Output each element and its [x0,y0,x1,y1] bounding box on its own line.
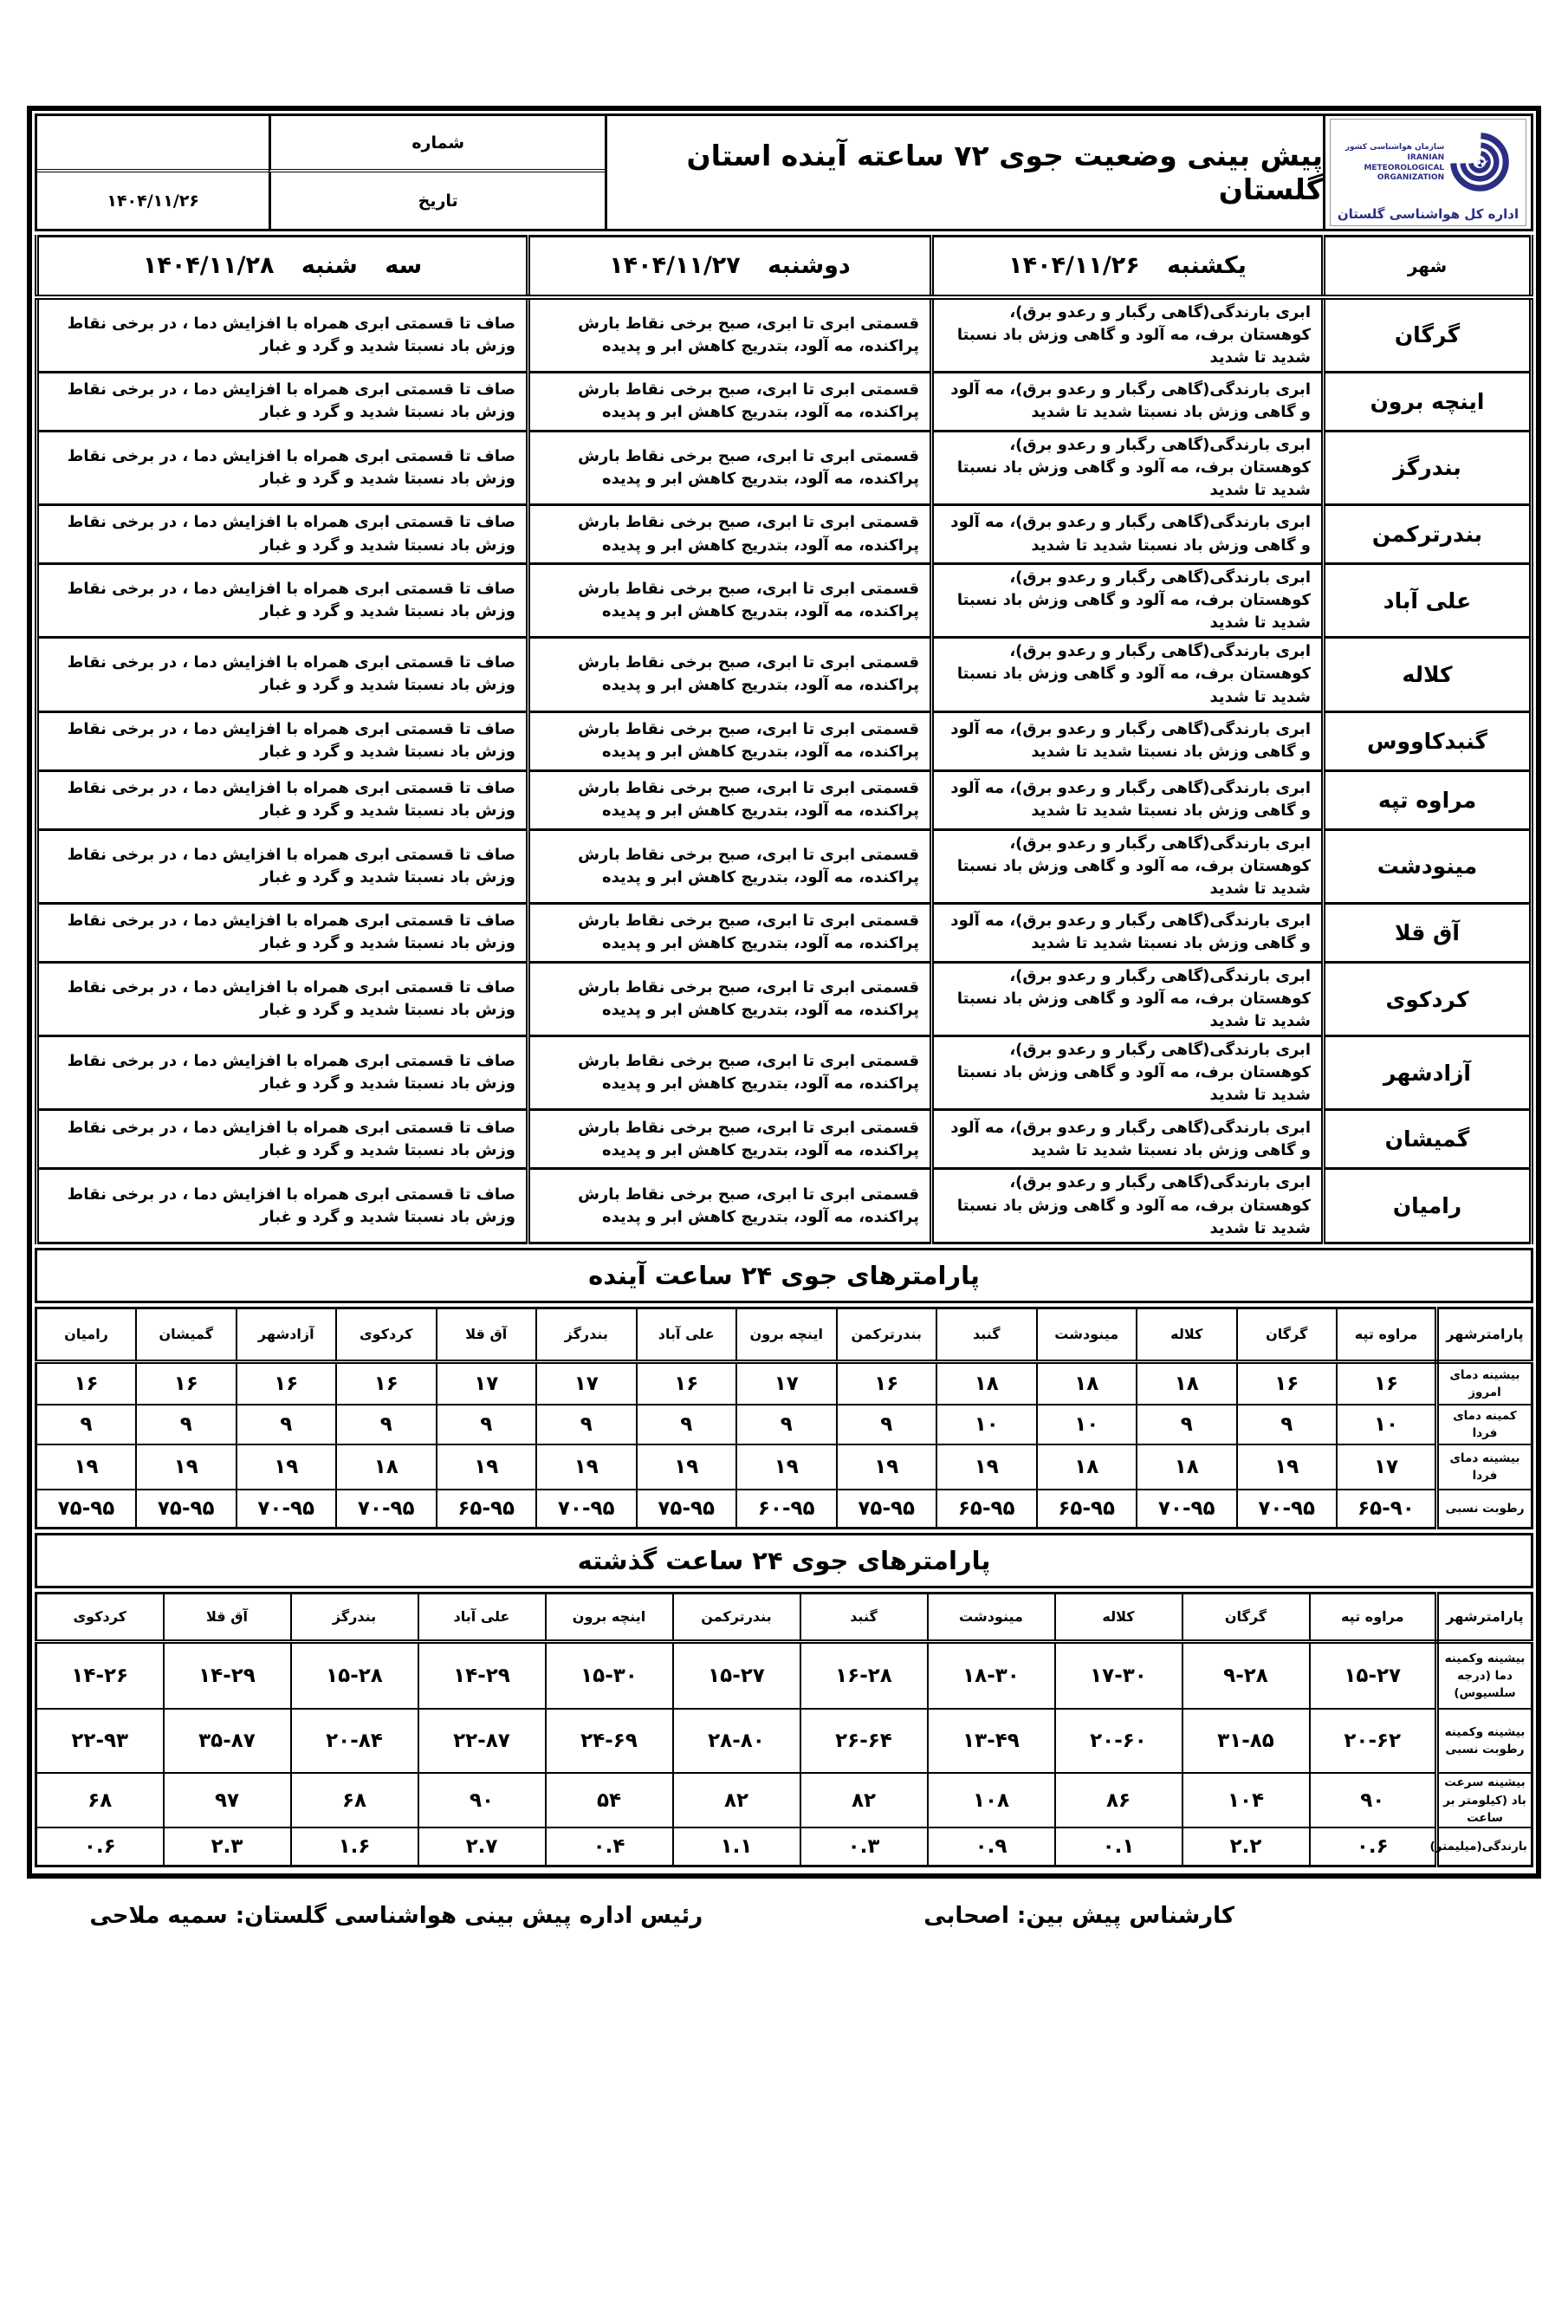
param-row [36,1444,1532,1490]
param-corner-label: پارامترشهر [1437,1308,1532,1361]
param-value-cell: ۹ [336,1405,437,1444]
org-name-en-2: METEOROLOGICAL [1364,163,1445,172]
param-city-header: علی آباد [637,1308,737,1361]
param-value-cell: ۱۶ [637,1361,737,1405]
param-value-cell: ۱۸ [336,1444,437,1490]
sunday-forecast-cell: ابری بارندگی(گاهی رگبار و رعدو برق)، مه آلود و گاهی وزش باد نسبتا شدید تا شدید [932,770,1324,829]
param-value-cell: ۱۸ [1137,1361,1237,1405]
monday-forecast-cell: قسمتی ابری تا ابری، صبح برخی نقاط بارش پراکنده، مه آلود، بتدریج کاهش ابر و پدیده [528,1036,932,1110]
param-value-cell: ۱۶ [837,1361,937,1405]
monday-forecast-cell: قسمتی ابری تا ابری، صبح برخی نقاط بارش پراکنده، مه آلود، بتدریج کاهش ابر و پدیده [528,638,932,711]
forecast-row [37,1169,1532,1243]
param-value-cell: ۱۴-۲۹ [164,1641,291,1709]
param-value-cell: ۱۹ [36,1444,137,1490]
param-city-header: کردکوی [36,1593,164,1641]
param-value-cell: ۱۵-۲۸ [291,1641,418,1709]
param-city-header: بندرترکمن [673,1593,800,1641]
param-value-cell: ۹ [136,1405,236,1444]
param-value-cell: ۹۰ [1310,1773,1437,1827]
param-row-label: بیشینه سرعت باد (کیلومتر بر ساعت [1437,1773,1532,1827]
city-name: بندرترکمن [1324,505,1532,564]
city-name: گرگان [1324,297,1532,373]
org-logo-text [1345,143,1444,184]
param-value-cell: ۲۰-۶۲ [1310,1709,1437,1773]
param-value-cell: ۹۰ [418,1773,546,1827]
sunday-forecast-cell: ابری بارندگی(گاهی رگبار و رعدو برق)، کوهستان برف، مه آلود و گاهی وزش باد نسبتا شدید تا شدید [932,829,1324,903]
param-value-cell: ۱۷ [1337,1444,1437,1490]
forecast-row [37,962,1532,1035]
param-city-header: بندرترکمن [837,1308,937,1361]
param-value-cell: ۱۷ [536,1361,637,1405]
param-value-cell: ۶۵-۹۵ [936,1490,1037,1528]
param-row [36,1641,1532,1709]
param-value-cell: ۱۸-۳۰ [928,1641,1055,1709]
param-row-label: بیشینه دمای فردا [1437,1444,1532,1490]
param-value-cell: ۰.۶ [36,1827,164,1866]
forecast-row [37,829,1532,903]
monday-forecast-cell: قسمتی ابری تا ابری، صبح برخی نقاط بارش پراکنده، مه آلود، بتدریج کاهش ابر و پدیده [528,962,932,1035]
param-value-cell: ۲۲-۹۳ [36,1709,164,1773]
forecast-table [35,235,1533,1244]
city-name: بندرگز [1324,431,1532,504]
city-name: علی آباد [1324,564,1532,638]
org-logo-top [1332,121,1524,205]
param-city-header: اینچه برون [736,1308,837,1361]
param-row [36,1827,1532,1866]
param-city-header: بندرگز [291,1593,418,1641]
param-value-cell: ۵۴ [546,1773,673,1827]
param-row-label: بارندگی(میلیمتر) [1437,1827,1532,1866]
param-value-cell: ۱۹ [236,1444,337,1490]
param-value-cell: ۶۸ [291,1773,418,1827]
param-value-cell: ۱۷-۳۰ [1055,1641,1182,1709]
forecast-row [37,505,1532,564]
param-city-header: آزادشهر [236,1308,337,1361]
param-value-cell: ۹ [1137,1405,1237,1444]
sunday-forecast-cell: ابری بارندگی(گاهی رگبار و رعدو برق)، مه آلود و گاهی وزش باد نسبتا شدید تا شدید [932,711,1324,770]
param-value-cell: ۹ [536,1405,637,1444]
param-value-cell: ۹ [1237,1405,1338,1444]
sunday-forecast-cell: ابری بارندگی(گاهی رگبار و رعدو برق)، کوهستان برف، مه آلود و گاهی وزش باد نسبتا شدید تا شدید [932,297,1324,373]
param-value-cell: ۳۱-۸۵ [1182,1709,1310,1773]
param-value-cell: ۷۵-۹۵ [637,1490,737,1528]
param-value-cell: ۰.۴ [546,1827,673,1866]
param-value-cell: ۹ [236,1405,337,1444]
param-value-cell: ۱۰۴ [1182,1773,1310,1827]
param-corner-label: پارامترشهر [1437,1593,1532,1641]
param-value-cell: ۸۶ [1055,1773,1182,1827]
tuesday-forecast-cell: صاف تا قسمتی ابری همراه با افزایش دما ، در برخی نقاط وزش باد نسبتا شدید و گرد و غبار [37,1110,528,1169]
tuesday-forecast-cell: صاف تا قسمتی ابری همراه با افزایش دما ، در برخی نقاط وزش باد نسبتا شدید و گرد و غبار [37,711,528,770]
monday-forecast-cell: قسمتی ابری تا ابری، صبح برخی نقاط بارش پراکنده، مه آلود، بتدریج کاهش ابر و پدیده [528,711,932,770]
param-row-label: کمینه دمای فردا [1437,1405,1532,1444]
param-value-cell: ۹۷ [164,1773,291,1827]
city-name: کردکوی [1324,962,1532,1035]
forecaster-signature: کارشناس پیش بین: اصحابی [923,1902,1234,1929]
monday-forecast-cell: قسمتی ابری تا ابری، صبح برخی نقاط بارش پراکنده، مه آلود، بتدریج کاهش ابر و پدیده [528,564,932,638]
tuesday-forecast-cell: صاف تا قسمتی ابری همراه با افزایش دما ، در برخی نقاط وزش باد نسبتا شدید و گرد و غبار [37,431,528,504]
future-params-table [35,1307,1533,1529]
param-value-cell: ۹ [437,1405,537,1444]
param-value-cell: ۱۸ [1037,1361,1137,1405]
param-row-label: بیشینه وکمینه دما (درجه سلسیوس) [1437,1641,1532,1709]
monday-forecast-cell: قسمتی ابری تا ابری، صبح برخی نقاط بارش پراکنده، مه آلود، بتدریج کاهش ابر و پدیده [528,505,932,564]
param-value-cell: ۶۸ [36,1773,164,1827]
param-value-cell: ۷۰-۹۵ [236,1490,337,1528]
param-value-cell: ۷۵-۹۵ [837,1490,937,1528]
org-logo-frame [1330,119,1526,226]
param-value-cell: ۱۵-۲۷ [673,1641,800,1709]
param-value-cell: ۰.۳ [800,1827,928,1866]
param-value-cell: ۱۴-۲۹ [418,1641,546,1709]
param-value-cell: ۷۰-۹۵ [1137,1490,1237,1528]
param-value-cell: ۱۸ [1037,1444,1137,1490]
param-value-cell: ۱۹ [1237,1444,1338,1490]
param-value-cell: ۱۶ [36,1361,137,1405]
param-value-cell: ۲۶-۶۴ [800,1709,928,1773]
tuesday-forecast-cell: صاف تا قسمتی ابری همراه با افزایش دما ، در برخی نقاط وزش باد نسبتا شدید و گرد و غبار [37,505,528,564]
param-value-cell: ۱.۶ [291,1827,418,1866]
forecast-body [37,297,1532,1243]
param-city-header: اینچه برون [546,1593,673,1641]
param-value-cell: ۸۲ [673,1773,800,1827]
param-value-cell: ۲۲-۸۷ [418,1709,546,1773]
office-name: اداره کل هواشناسی گلستان [1337,206,1519,222]
sunday-forecast-cell: ابری بارندگی(گاهی رگبار و رعدو برق)، مه آلود و گاهی وزش باد نسبتا شدید تا شدید [932,372,1324,431]
city-name: گمیشان [1324,1110,1532,1169]
param-value-cell: ۱۶ [236,1361,337,1405]
param-value-cell: ۲۸-۸۰ [673,1709,800,1773]
param-city-header: گنبد [936,1308,1037,1361]
param-city-header: آق قلا [437,1308,537,1361]
param-value-cell: ۲.۳ [164,1827,291,1866]
param-city-header: گنبد [800,1593,928,1641]
param-value-cell: ۱۹ [736,1444,837,1490]
param-value-cell: ۹ [637,1405,737,1444]
param-value-cell: ۱۰۸ [928,1773,1055,1827]
city-name: مینودشت [1324,829,1532,903]
param-value-cell: ۱۸ [1137,1444,1237,1490]
param-value-cell: ۱.۱ [673,1827,800,1866]
org-logo [1323,116,1531,229]
monday-forecast-cell: قسمتی ابری تا ابری، صبح برخی نقاط بارش پراکنده، مه آلود، بتدریج کاهش ابر و پدیده [528,829,932,903]
document-title: پیش بینی وضعیت جوی ۷۲ ساعته آینده استان گلستان [605,116,1323,229]
sunday-forecast-cell: ابری بارندگی(گاهی رگبار و رعدو برق)، مه آلود و گاهی وزش باد نسبتا شدید تا شدید [932,1110,1324,1169]
document-header [35,114,1533,231]
tuesday-forecast-cell: صاف تا قسمتی ابری همراه با افزایش دما ، در برخی نقاط وزش باد نسبتا شدید و گرد و غبار [37,770,528,829]
param-value-cell: ۲۴-۶۹ [546,1709,673,1773]
param-value-cell: ۹ [36,1405,137,1444]
param-value-cell: ۲.۲ [1182,1827,1310,1866]
param-value-cell: ۲۰-۶۰ [1055,1709,1182,1773]
param-value-cell: ۱۶ [136,1361,236,1405]
param-value-cell: ۰.۶ [1310,1827,1437,1866]
param-city-header: کردکوی [336,1308,437,1361]
param-value-cell: ۱۰ [936,1405,1037,1444]
city-name: آزادشهر [1324,1036,1532,1110]
city-name: آق قلا [1324,903,1532,962]
number-value [37,116,269,172]
param-value-cell: ۹ [837,1405,937,1444]
forecast-row [37,1036,1532,1110]
param-row-label: بیشینه دمای امروز [1437,1361,1532,1405]
param-row [36,1405,1532,1444]
param-value-cell: ۰.۱ [1055,1827,1182,1866]
param-value-cell: ۱۰ [1337,1405,1437,1444]
param-city-header: مراوه تپه [1337,1308,1437,1361]
weather-bulletin-document [27,106,1541,1879]
param-value-cell: ۱۰ [1037,1405,1137,1444]
param-value-cell: ۷۰-۹۵ [336,1490,437,1528]
signature-line [0,1903,1568,1929]
tuesday-forecast-cell: صاف تا قسمتی ابری همراه با افزایش دما ، در برخی نقاط وزش باد نسبتا شدید و گرد و غبار [37,829,528,903]
param-city-header: رامیان [36,1308,137,1361]
sunday-forecast-cell: ابری بارندگی(گاهی رگبار و رعدو برق)، کوهستان برف، مه آلود و گاهی وزش باد نسبتا شدید تا شدید [932,638,1324,711]
param-city-header: گرگان [1237,1308,1338,1361]
param-row [36,1490,1532,1528]
monday-forecast-cell: قسمتی ابری تا ابری، صبح برخی نقاط بارش پراکنده، مه آلود، بتدریج کاهش ابر و پدیده [528,431,932,504]
param-row [36,1709,1532,1773]
param-value-cell: ۹ [736,1405,837,1444]
param-value-cell: ۱۸ [936,1361,1037,1405]
tuesday-column-header: سه شنبه ۱۴۰۴/۱۱/۲۸ [37,237,528,297]
chief-signature: رئیس اداره پیش بینی هواشناسی گلستان: سمیه ملاحی [89,1902,703,1929]
header-meta [37,116,605,229]
param-value-cell: ۱۵-۲۷ [1310,1641,1437,1709]
param-value-cell: ۱۷ [437,1361,537,1405]
param-value-cell: ۱۹ [936,1444,1037,1490]
past-params-title: پارامترهای جوی ۲۴ ساعت گذشته [35,1533,1533,1588]
param-city-header: بندرگز [536,1308,637,1361]
forecast-row [37,564,1532,638]
param-row [36,1361,1532,1405]
param-header-row [36,1308,1532,1361]
param-value-cell: ۱۴-۲۶ [36,1641,164,1709]
org-name-en-1: IRANIAN [1407,153,1445,162]
param-value-cell: ۲.۷ [418,1827,546,1866]
city-name: اینچه برون [1324,372,1532,431]
param-value-cell: ۱۹ [437,1444,537,1490]
sunday-forecast-cell: ابری بارندگی(گاهی رگبار و رعدو برق)، کوهستان برف، مه آلود و گاهی وزش باد نسبتا شدید تا شدید [932,564,1324,638]
tuesday-forecast-cell: صاف تا قسمتی ابری همراه با افزایش دما ، در برخی نقاط وزش باد نسبتا شدید و گرد و غبار [37,297,528,373]
meteorology-spiral-icon [1448,131,1511,197]
param-city-header: علی آباد [418,1593,546,1641]
param-value-cell: ۶۵-۹۵ [1037,1490,1137,1528]
param-value-cell: ۱۹ [536,1444,637,1490]
city-column-header: شهر [1324,237,1532,297]
sunday-forecast-cell: ابری بارندگی(گاهی رگبار و رعدو برق)، کوهستان برف، مه آلود و گاهی وزش باد نسبتا شدید تا شدید [932,431,1324,504]
forecast-row [37,431,1532,504]
monday-forecast-cell: قسمتی ابری تا ابری، صبح برخی نقاط بارش پراکنده، مه آلود، بتدریج کاهش ابر و پدیده [528,903,932,962]
sunday-forecast-cell: ابری بارندگی(گاهی رگبار و رعدو برق)، کوهستان برف، مه آلود و گاهی وزش باد نسبتا شدید تا شدید [932,962,1324,1035]
forecast-header-row [37,237,1532,297]
param-city-header: کلاله [1055,1593,1182,1641]
forecast-row [37,770,1532,829]
param-value-cell: ۱۶-۲۸ [800,1641,928,1709]
date-value: ۱۴۰۴/۱۱/۲۶ [107,191,200,211]
param-value-cell: ۱۶ [336,1361,437,1405]
param-value-cell: ۰.۹ [928,1827,1055,1866]
past-params-table [35,1592,1533,1867]
param-city-header: مراوه تپه [1310,1593,1437,1641]
city-name: گنبدکاووس [1324,711,1532,770]
city-name: رامیان [1324,1169,1532,1243]
param-value-cell: ۷۰-۹۵ [536,1490,637,1528]
param-value-cell: ۱۹ [837,1444,937,1490]
param-value-cell: ۱۹ [637,1444,737,1490]
tuesday-forecast-cell: صاف تا قسمتی ابری همراه با افزایش دما ، در برخی نقاط وزش باد نسبتا شدید و گرد و غبار [37,903,528,962]
param-value-cell: ۲۰-۸۴ [291,1709,418,1773]
forecast-row [37,711,1532,770]
forecast-row [37,297,1532,373]
param-row-label: بیشینه وکمینه رطوبت نسبی [1437,1709,1532,1773]
monday-forecast-cell: قسمتی ابری تا ابری، صبح برخی نقاط بارش پراکنده، مه آلود، بتدریج کاهش ابر و پدیده [528,372,932,431]
tuesday-forecast-cell: صاف تا قسمتی ابری همراه با افزایش دما ، در برخی نقاط وزش باد نسبتا شدید و گرد و غبار [37,372,528,431]
param-value-cell: ۶۵-۹۵ [437,1490,537,1528]
future-params-title: پارامترهای جوی ۲۴ ساعت آینده [35,1248,1533,1303]
param-value-cell: ۱۶ [1237,1361,1338,1405]
date-label: تاریخ [269,172,605,229]
param-value-cell: ۶۰-۹۵ [736,1490,837,1528]
param-value-cell: ۹-۲۸ [1182,1641,1310,1709]
sunday-forecast-cell: ابری بارندگی(گاهی رگبار و رعدو برق)، مه آلود و گاهی وزش باد نسبتا شدید تا شدید [932,903,1324,962]
param-city-header: آق قلا [164,1593,291,1641]
city-name: کلاله [1324,638,1532,711]
monday-forecast-cell: قسمتی ابری تا ابری، صبح برخی نقاط بارش پراکنده، مه آلود، بتدریج کاهش ابر و پدیده [528,1110,932,1169]
param-value-cell: ۷۵-۹۵ [36,1490,137,1528]
sunday-forecast-cell: ابری بارندگی(گاهی رگبار و رعدو برق)، کوهستان برف، مه آلود و گاهی وزش باد نسبتا شدید تا شدید [932,1169,1324,1243]
tuesday-forecast-cell: صاف تا قسمتی ابری همراه با افزایش دما ، در برخی نقاط وزش باد نسبتا شدید و گرد و غبار [37,962,528,1035]
forecast-row [37,1110,1532,1169]
monday-forecast-cell: قسمتی ابری تا ابری، صبح برخی نقاط بارش پراکنده، مه آلود، بتدریج کاهش ابر و پدیده [528,297,932,373]
tuesday-forecast-cell: صاف تا قسمتی ابری همراه با افزایش دما ، در برخی نقاط وزش باد نسبتا شدید و گرد و غبار [37,1036,528,1110]
param-row [36,1773,1532,1827]
param-city-header: مینودشت [928,1593,1055,1641]
sunday-column-header: یکشنبه ۱۴۰۴/۱۱/۲۶ [932,237,1324,297]
param-value-cell: ۱۷ [736,1361,837,1405]
forecast-row [37,372,1532,431]
param-value-cell: ۱۹ [136,1444,236,1490]
monday-forecast-cell: قسمتی ابری تا ابری، صبح برخی نقاط بارش پراکنده، مه آلود، بتدریج کاهش ابر و پدیده [528,770,932,829]
org-name-fa: سازمان هواشناسی کشور [1344,143,1445,153]
param-value-cell: ۱۵-۳۰ [546,1641,673,1709]
param-value-cell: ۱۳-۴۹ [928,1709,1055,1773]
param-header-row [36,1593,1532,1641]
param-value-cell: ۶۵-۹۰ [1337,1490,1437,1528]
param-city-header: گرگان [1182,1593,1310,1641]
forecast-row [37,903,1532,962]
param-city-header: مینودشت [1037,1308,1137,1361]
tuesday-forecast-cell: صاف تا قسمتی ابری همراه با افزایش دما ، در برخی نقاط وزش باد نسبتا شدید و گرد و غبار [37,564,528,638]
param-value-cell: ۱۶ [1337,1361,1437,1405]
monday-forecast-cell: قسمتی ابری تا ابری، صبح برخی نقاط بارش پراکنده، مه آلود، بتدریج کاهش ابر و پدیده [528,1169,932,1243]
monday-column-header: دوشنبه ۱۴۰۴/۱۱/۲۷ [528,237,932,297]
param-value-cell: ۳۵-۸۷ [164,1709,291,1773]
sunday-forecast-cell: ابری بارندگی(گاهی رگبار و رعدو برق)، مه آلود و گاهی وزش باد نسبتا شدید تا شدید [932,505,1324,564]
tuesday-forecast-cell: صاف تا قسمتی ابری همراه با افزایش دما ، در برخی نقاط وزش باد نسبتا شدید و گرد و غبار [37,638,528,711]
param-row-label: رطوبت نسبی [1437,1490,1532,1528]
city-name: مراوه تپه [1324,770,1532,829]
number-label: شماره [269,116,605,172]
tuesday-forecast-cell: صاف تا قسمتی ابری همراه با افزایش دما ، در برخی نقاط وزش باد نسبتا شدید و گرد و غبار [37,1169,528,1243]
param-value-cell: ۸۲ [800,1773,928,1827]
sunday-forecast-cell: ابری بارندگی(گاهی رگبار و رعدو برق)، کوهستان برف، مه آلود و گاهی وزش باد نسبتا شدید تا شدید [932,1036,1324,1110]
param-value-cell: ۷۵-۹۵ [136,1490,236,1528]
param-city-header: گمیشان [136,1308,236,1361]
org-name-en-3: ORGANIZATION [1377,173,1445,183]
param-city-header: کلاله [1137,1308,1237,1361]
forecast-row [37,638,1532,711]
param-value-cell: ۷۰-۹۵ [1237,1490,1338,1528]
